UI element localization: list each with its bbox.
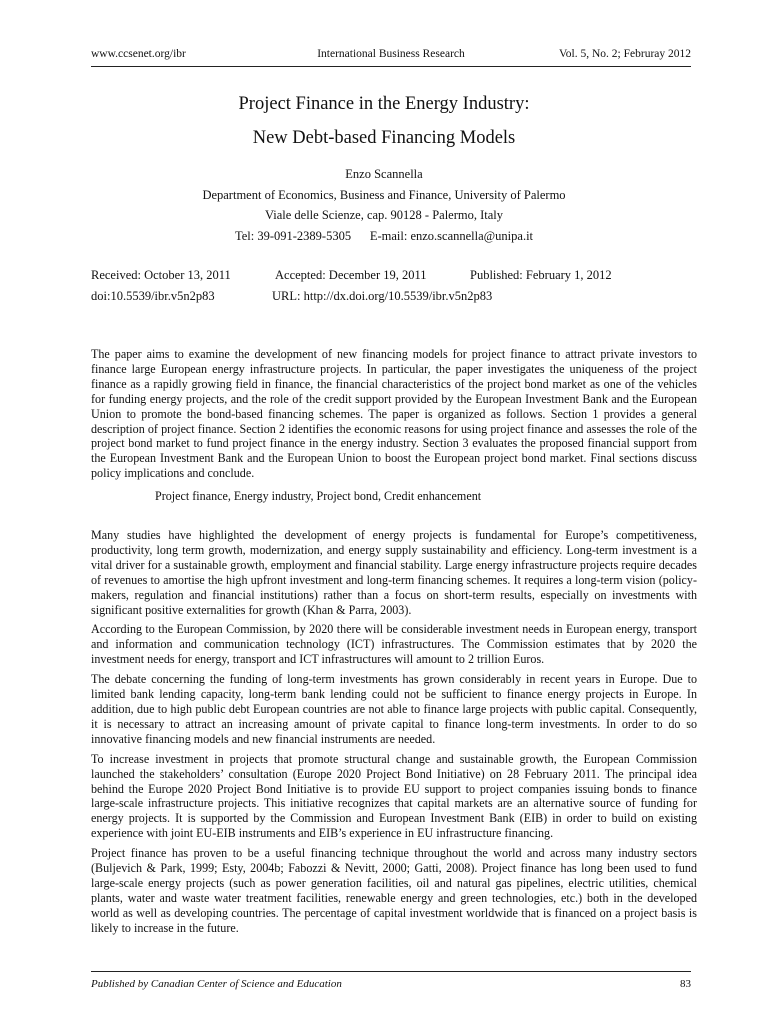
paragraph: Project finance has proven to be a useful financing technique throughout the world and across many industry sectors (Buljevich & Park, 1999; Esty, 2004b; Fabozzi & Nevitt, 2000; Gatti, 2008). Project finance has long been used to fund large-scale energy projects (such as power generation facilities, oil and natural gas pipelines, electric utilities, chemical plants, water and waste water treatment facilities, renewable energy and green technologies, etc.) both in the developed world as well as developing countries. The percentage of capital investment worldwide that is financed on a project basis is likely to increase in the future.: [91, 846, 697, 935]
accepted-date: Accepted: December 19, 2011: [275, 268, 427, 282]
journal-name: International Business Research: [317, 48, 465, 60]
paragraph: The debate concerning the funding of long-term investments has grown considerably in recent years in Europe. Due to limited bank lending capacity, long-term bank lending could not be sufficient to finance energy projects in Europe. In addition, due to high public debt European countries are not able to finance large projects with public capital. Consequently, it is necessary to attract an increasing amount of private capital to finance long-term investments. In order to do so innovative financing models and new financial instruments are needed.: [91, 672, 697, 746]
keywords: Project finance, Energy industry, Project bond, Credit enhancement: [155, 489, 482, 503]
page-number: 83: [680, 978, 691, 990]
received-date: Received: October 13, 2011: [91, 268, 231, 282]
published-date: Published: February 1, 2012: [470, 268, 612, 282]
paragraph: According to the European Commission, by 2020 there will be considerable investment needs in European energy, transport and information and communication technology (ICT) infrastructures. The Commission estimates that by 2020 the investment needs for energy, transport and ICT infrastructures will amount to 2 trillion Euros.: [91, 622, 697, 667]
paper-title-line1: Project Finance in the Energy Industry:: [238, 94, 530, 114]
paragraph: Many studies have highlighted the development of energy projects is fundamental for Europe’s competitiveness, productivity, long term growth, modernization, and energy supply sustainability and efficiency. Long-term investment is a vital driver for a sustainable growth, employment and financial stability. Large energy infrastructure projects require decades of revenues to amortise the high upfront investment and long-term financing schemes. It requires a long-term vision (policy-makers, regulation and financial institutions) rather than a focus on short-term results, especially on investments with significant positive externalities for growth (Khan & Parra, 2003).: [91, 528, 697, 617]
author-contact: Tel: 39-091-2389-5305 E-mail: enzo.scannella@unipa.it: [234, 228, 534, 243]
abstract: The paper aims to examine the development of new financing models for project finance to attract private investors to finance large European energy infrastructure projects. In particular, the paper investigates the uniqueness of the project finance as a rapidly growing field in finance, the financial characteristics of the project bond market as one of the vehicles for funding energy projects, and the role of the credit support provided by the European Investment Bank and the European Union to promote the bond-based financing schemes. The paper is organized as follows. Section 1 provides a general description of project finance. Section 2 identifies the economic reasons for using project finance and assesses the role of the project bond market to fund project finance in the energy industry. Section 3 evaluates the proposed financial support from the European Investment Bank and the European Union to boost the European project bond market. Final sections discuss policy implications and conclude.: [91, 347, 697, 481]
doi[interactable]: doi:10.5539/ibr.v5n2p83: [91, 289, 215, 303]
author-address: Viale delle Scienze, cap. 90128 - Palermo, Italy: [264, 208, 504, 222]
publisher: Published by Canadian Center of Science and Education: [91, 978, 342, 990]
header-rule: [91, 66, 691, 67]
journal-url[interactable]: www.ccsenet.org/ibr: [91, 48, 186, 60]
author-block: [0, 164, 768, 246]
footer-rule: [91, 971, 691, 972]
author-name: Enzo Scannella: [345, 167, 423, 181]
author-department: Department of Economics, Business and Finance, University of Palermo: [202, 187, 566, 202]
paragraph: To increase investment in projects that promote structural change and sustainable growth, the European Commission launched the stakeholders’ consultation (Europe 2020 Project Bond Initiative) on 28 February 2011. The principal idea behind the Europe 2020 Project Bond Initiative is to provide EU support to project companies issuing bonds to finance large-scale infrastructure projects. This initiative recognizes that capital markets are an alternative source of funding for energy projects. It is supported by the Commission and European Investment Bank (EIB) in order to build on existing experience with joint EU-EIB instruments and EIB’s experience in EU infrastructure financing.: [91, 751, 697, 841]
doi-url[interactable]: URL: http://dx.doi.org/10.5539/ibr.v5n2p83: [272, 289, 493, 303]
paper-title-line2: New Debt-based Financing Models: [252, 128, 516, 148]
introduction-body: [91, 528, 697, 941]
running-header: [91, 48, 691, 66]
volume-info: Vol. 5, No. 2; Februray 2012: [558, 48, 691, 60]
